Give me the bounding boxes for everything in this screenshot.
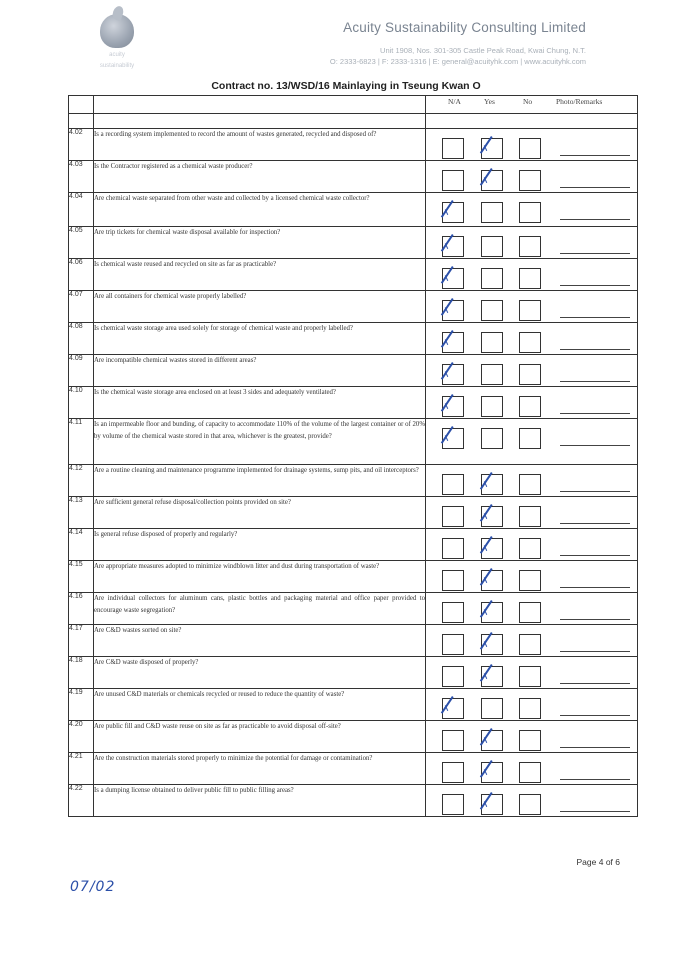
remarks-line[interactable]	[560, 219, 630, 220]
item-number: 4.17	[69, 625, 94, 657]
item-number: 4.05	[69, 227, 94, 259]
item-number: 4.16	[69, 593, 94, 625]
item-answers	[426, 657, 638, 689]
checkbox-no[interactable]	[519, 364, 541, 385]
checkbox-na[interactable]	[442, 602, 464, 623]
header-no: No	[523, 97, 533, 106]
contact-line: O: 2333-6823 | F: 2333-1316 | E: general@acuityhk.com | www.acuityhk.com	[329, 57, 586, 66]
item-question: Is an impermeable floor and bunding, of capacity to accommodate 110% of the volume of the largest container or of 20% by volume of the chemical waste stored in that area, whichever is the greatest, provide?	[94, 419, 426, 465]
remarks-line[interactable]	[560, 349, 630, 350]
table-row	[69, 529, 638, 561]
item-question: Is general refuse disposed of properly and regularly?	[94, 529, 426, 561]
checkbox-yes[interactable]	[481, 364, 503, 385]
tick-mark-icon	[446, 298, 457, 316]
checkbox-no[interactable]	[519, 762, 541, 783]
checkbox-na[interactable]	[442, 506, 464, 527]
checkbox-no[interactable]	[519, 170, 541, 191]
tick-mark-icon	[446, 426, 457, 444]
checkbox-na[interactable]	[442, 538, 464, 559]
item-number: 4.10	[69, 387, 94, 419]
checkbox-no[interactable]	[519, 730, 541, 751]
tick-mark-icon	[485, 472, 496, 490]
remarks-line[interactable]	[560, 683, 630, 684]
checkbox-na[interactable]	[442, 268, 464, 289]
remarks-line[interactable]	[560, 555, 630, 556]
item-answers	[426, 323, 638, 355]
tick-mark-icon	[446, 200, 457, 218]
item-answers	[426, 129, 638, 161]
company-logo	[82, 14, 152, 72]
remarks-line[interactable]	[560, 523, 630, 524]
spacer-cell	[426, 114, 638, 129]
item-answers	[426, 689, 638, 721]
item-question: Is a recording system implemented to record the amount of wastes generated, recycled and disposed of?	[94, 129, 426, 161]
item-number: 4.06	[69, 259, 94, 291]
leaf-logo-icon	[100, 14, 134, 48]
item-answers	[426, 161, 638, 193]
item-number: 4.19	[69, 689, 94, 721]
item-question: Are unused C&D materials or chemicals recycled or reused to reduce the quantity of waste?	[94, 689, 426, 721]
item-answers	[426, 497, 638, 529]
item-number: 4.20	[69, 721, 94, 753]
table-row	[69, 593, 638, 625]
table-row	[69, 323, 638, 355]
checkbox-yes[interactable]	[481, 762, 503, 783]
remarks-line[interactable]	[560, 619, 630, 620]
checkbox-na[interactable]	[442, 794, 464, 815]
table-row	[69, 419, 638, 465]
item-number: 4.02	[69, 129, 94, 161]
item-number: 4.18	[69, 657, 94, 689]
checkbox-yes[interactable]	[481, 202, 503, 223]
item-answers	[426, 227, 638, 259]
checkbox-yes[interactable]	[481, 634, 503, 655]
remarks-line[interactable]	[560, 381, 630, 382]
contract-title: Contract no. 13/WSD/16 Mainlaying in Tseung Kwan O	[211, 80, 481, 92]
item-question: Are incompatible chemical wastes stored in different areas?	[94, 355, 426, 387]
item-answers	[426, 753, 638, 785]
table-row	[69, 753, 638, 785]
item-answers	[426, 593, 638, 625]
item-answers	[426, 785, 638, 817]
tick-mark-icon	[485, 504, 496, 522]
checkbox-yes[interactable]	[481, 138, 503, 159]
checkbox-yes[interactable]	[481, 538, 503, 559]
tick-mark-icon	[485, 632, 496, 650]
checkbox-yes[interactable]	[481, 730, 503, 751]
remarks-line[interactable]	[560, 155, 630, 156]
table-row	[69, 721, 638, 753]
table-row	[69, 355, 638, 387]
remarks-line[interactable]	[560, 779, 630, 780]
table-row	[69, 689, 638, 721]
tick-mark-icon	[446, 696, 457, 714]
item-answers	[426, 419, 638, 465]
remarks-line[interactable]	[560, 445, 630, 446]
item-answers	[426, 291, 638, 323]
item-question: Is the chemical waste storage area enclosed on at least 3 sides and adequately ventilated?	[94, 387, 426, 419]
table-row	[69, 561, 638, 593]
remarks-line[interactable]	[560, 187, 630, 188]
tick-mark-icon	[446, 330, 457, 348]
checkbox-no[interactable]	[519, 300, 541, 321]
table-row	[69, 387, 638, 419]
item-question: Are C&D waste disposed of properly?	[94, 657, 426, 689]
tick-mark-icon	[485, 136, 496, 154]
table-row	[69, 227, 638, 259]
checkbox-no[interactable]	[519, 506, 541, 527]
table-row	[69, 129, 638, 161]
item-answers	[426, 721, 638, 753]
table-row	[69, 465, 638, 497]
checkbox-no[interactable]	[519, 634, 541, 655]
company-address	[330, 45, 586, 67]
tick-mark-icon	[485, 168, 496, 186]
item-number: 4.09	[69, 355, 94, 387]
item-question: Are the construction materials stored properly to minimize the potential for damage or contamination?	[94, 753, 426, 785]
checkbox-yes[interactable]	[481, 474, 503, 495]
remarks-line[interactable]	[560, 747, 630, 748]
checkbox-yes[interactable]	[481, 170, 503, 191]
spacer-cell	[94, 114, 426, 129]
checkbox-na[interactable]	[442, 730, 464, 751]
checkbox-yes[interactable]	[481, 698, 503, 719]
header-yes: Yes	[484, 97, 495, 106]
checkbox-no[interactable]	[519, 138, 541, 159]
checkbox-yes[interactable]	[481, 602, 503, 623]
item-number: 4.04	[69, 193, 94, 227]
remarks-line[interactable]	[560, 413, 630, 414]
item-number: 4.21	[69, 753, 94, 785]
remarks-line[interactable]	[560, 285, 630, 286]
remarks-line[interactable]	[560, 715, 630, 716]
checkbox-na[interactable]	[442, 364, 464, 385]
checkbox-na[interactable]	[442, 474, 464, 495]
checklist-table	[68, 95, 638, 817]
tick-mark-icon	[446, 234, 457, 252]
table-row	[69, 291, 638, 323]
tick-mark-icon	[446, 266, 457, 284]
checkbox-na[interactable]	[442, 634, 464, 655]
checkbox-na[interactable]	[442, 698, 464, 719]
item-question: Is chemical waste reused and recycled on site as far as practicable?	[94, 259, 426, 291]
item-number: 4.07	[69, 291, 94, 323]
logo-text-2: sustainability	[99, 63, 135, 69]
checkbox-no[interactable]	[519, 268, 541, 289]
tick-mark-icon	[485, 728, 496, 746]
item-answers	[426, 465, 638, 497]
checkbox-na[interactable]	[442, 170, 464, 191]
table-row	[69, 161, 638, 193]
header-remarks: Photo/Remarks	[556, 97, 603, 106]
item-answers	[426, 529, 638, 561]
item-question: Are C&D wastes sorted on site?	[94, 625, 426, 657]
checkbox-yes[interactable]	[481, 666, 503, 687]
item-number: 4.15	[69, 561, 94, 593]
tick-mark-icon	[485, 792, 496, 810]
checkbox-na[interactable]	[442, 202, 464, 223]
item-number: 4.08	[69, 323, 94, 355]
checkbox-no[interactable]	[519, 396, 541, 417]
checkbox-yes[interactable]	[481, 268, 503, 289]
item-question: Are a routine cleaning and maintenance programme implemented for drainage systems, sump pits, and oil interceptors?	[94, 465, 426, 497]
item-question: Are sufficient general refuse disposal/collection points provided on site?	[94, 497, 426, 529]
tick-mark-icon	[446, 362, 457, 380]
remarks-line[interactable]	[560, 811, 630, 812]
tick-mark-icon	[446, 394, 457, 412]
item-question: Is the Contractor registered as a chemical waste producer?	[94, 161, 426, 193]
table-row	[69, 625, 638, 657]
item-answers	[426, 387, 638, 419]
header-answer-cell	[426, 96, 638, 114]
item-number: 4.03	[69, 161, 94, 193]
remarks-line[interactable]	[560, 491, 630, 492]
item-question: Are individual collectors for aluminum cans, plastic bottles and packaging material and office paper provided to encourage waste segregation?	[94, 593, 426, 625]
item-question: Is a dumping license obtained to deliver public fill to public filling areas?	[94, 785, 426, 817]
item-question: Are appropriate measures adopted to minimize windblown litter and dust during transportation of waste?	[94, 561, 426, 593]
remarks-line[interactable]	[560, 317, 630, 318]
remarks-line[interactable]	[560, 253, 630, 254]
item-number: 4.12	[69, 465, 94, 497]
checkbox-yes[interactable]	[481, 332, 503, 353]
checkbox-na[interactable]	[442, 332, 464, 353]
checkbox-no[interactable]	[519, 474, 541, 495]
checkbox-no[interactable]	[519, 794, 541, 815]
checkbox-yes[interactable]	[481, 236, 503, 257]
page-number: Page 4 of 6	[576, 857, 620, 867]
checkbox-no[interactable]	[519, 428, 541, 449]
item-number: 4.14	[69, 529, 94, 561]
item-answers	[426, 561, 638, 593]
remarks-line[interactable]	[560, 587, 630, 588]
item-question: Are public fill and C&D waste reuse on site as far as practicable to avoid disposal off-site?	[94, 721, 426, 753]
checkbox-no[interactable]	[519, 236, 541, 257]
checkbox-yes[interactable]	[481, 396, 503, 417]
item-number: 4.11	[69, 419, 94, 465]
tick-mark-icon	[485, 664, 496, 682]
handwritten-date: 07/02	[70, 879, 116, 895]
table-row	[69, 259, 638, 291]
checkbox-yes[interactable]	[481, 794, 503, 815]
header-number-cell	[69, 96, 94, 114]
header-na: N/A	[448, 97, 461, 106]
table-row	[69, 193, 638, 227]
item-question: Are chemical waste separated from other waste and collected by a licensed chemical waste collector?	[94, 193, 426, 227]
item-number: 4.13	[69, 497, 94, 529]
checkbox-na[interactable]	[442, 138, 464, 159]
table-header-row	[69, 96, 638, 114]
item-question: Is chemical waste storage area used solely for storage of chemical waste and properly labelled?	[94, 323, 426, 355]
checkbox-yes[interactable]	[481, 506, 503, 527]
checkbox-na[interactable]	[442, 428, 464, 449]
checkbox-na[interactable]	[442, 666, 464, 687]
checkbox-yes[interactable]	[481, 570, 503, 591]
item-answers	[426, 355, 638, 387]
checkbox-na[interactable]	[442, 236, 464, 257]
logo-text-1: acuity	[109, 52, 125, 58]
tick-mark-icon	[485, 536, 496, 554]
item-question: Are trip tickets for chemical waste disposal available for inspection?	[94, 227, 426, 259]
item-answers	[426, 625, 638, 657]
table-row	[69, 497, 638, 529]
table-spacer-row	[69, 114, 638, 129]
checklist-body	[69, 129, 638, 817]
checkbox-na[interactable]	[442, 300, 464, 321]
checkbox-na[interactable]	[442, 762, 464, 783]
item-question: Are all containers for chemical waste properly labelled?	[94, 291, 426, 323]
checkbox-no[interactable]	[519, 202, 541, 223]
checkbox-yes[interactable]	[481, 428, 503, 449]
item-number: 4.22	[69, 785, 94, 817]
checkbox-no[interactable]	[519, 666, 541, 687]
table-row	[69, 657, 638, 689]
item-answers	[426, 259, 638, 291]
item-answers	[426, 193, 638, 227]
checkbox-no[interactable]	[519, 602, 541, 623]
checkbox-no[interactable]	[519, 570, 541, 591]
address-line: Unit 1908, Nos. 301-305 Castle Peak Road, Kwai Chung, N.T.	[380, 46, 586, 55]
table-row	[69, 785, 638, 817]
company-name: Acuity Sustainability Consulting Limited	[343, 20, 586, 35]
checkbox-no[interactable]	[519, 538, 541, 559]
checkbox-no[interactable]	[519, 332, 541, 353]
checkbox-yes[interactable]	[481, 300, 503, 321]
header-question-cell	[94, 96, 426, 114]
checkbox-na[interactable]	[442, 396, 464, 417]
remarks-line[interactable]	[560, 651, 630, 652]
tick-mark-icon	[485, 600, 496, 618]
checkbox-no[interactable]	[519, 698, 541, 719]
tick-mark-icon	[485, 568, 496, 586]
spacer-cell	[69, 114, 94, 129]
tick-mark-icon	[485, 760, 496, 778]
checkbox-na[interactable]	[442, 570, 464, 591]
